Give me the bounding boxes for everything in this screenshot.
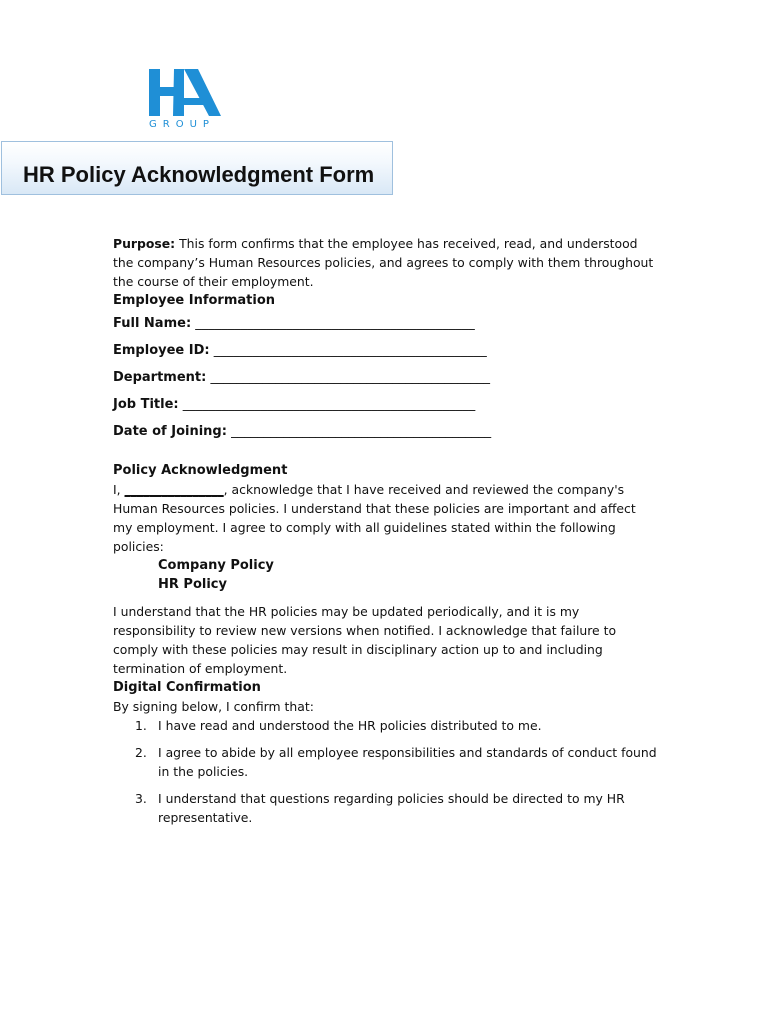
company-logo — [116, 56, 256, 140]
ha-logo-mark — [116, 56, 226, 120]
date-of-joining-field[interactable] — [113, 418, 658, 445]
digital-intro: By signing below, I confirm that: — [113, 699, 314, 714]
purpose-text: This form confirms that the employee has received, read, and understood the company’s Human Resources policies, and agrees to comply with them throughout the course of their employment. — [113, 236, 654, 289]
purpose-paragraph — [113, 234, 658, 291]
list-item-number: 3. — [135, 791, 147, 806]
employee-info-heading: Employee Information — [113, 293, 276, 308]
policy-list — [113, 556, 658, 594]
list-item-text: I understand that questions regarding policies should be directed to my HR representative. — [158, 791, 625, 825]
list-item — [113, 716, 658, 735]
employee-id-blank[interactable]: __________________________________________ — [209, 343, 487, 358]
employee-name-blank[interactable]: ________________ — [124, 482, 224, 497]
form-body — [113, 234, 658, 835]
employee-id-field[interactable] — [113, 337, 658, 364]
logo-subtitle: GROUP — [149, 119, 215, 130]
job-title-field[interactable] — [113, 391, 658, 418]
department-blank[interactable]: ___________________________________________ — [206, 370, 490, 385]
ack-text: , acknowledge that I have received and reviewed the company's Human Resources policies. I understand that these policies are important and affect my employment. I agree to comply with all guidelines stated within the following policies: — [113, 482, 636, 554]
full-name-label: Full Name: — [113, 316, 192, 331]
list-item-text: I agree to abide by all employee responsibilities and standards of conduct found in the policies. — [158, 745, 657, 779]
job-title-label: Job Title: — [113, 397, 179, 412]
policy-item-company: Company Policy — [158, 558, 274, 573]
list-item-number: 2. — [135, 745, 147, 760]
full-name-blank[interactable]: ___________________________________________ — [191, 316, 475, 331]
date-of-joining-blank[interactable]: ________________________________________ — [226, 424, 492, 439]
list-item-number: 1. — [135, 718, 147, 733]
job-title-blank[interactable]: _____________________________________________ — [178, 397, 476, 412]
policy-ack-heading: Policy Acknowledgment — [113, 463, 288, 478]
digital-confirmation-heading: Digital Confirmation — [113, 680, 261, 695]
full-name-field[interactable] — [113, 310, 658, 337]
section-spacer — [113, 445, 658, 461]
ack-prefix: I, — [113, 482, 125, 497]
purpose-label: Purpose: — [113, 236, 176, 251]
title-banner — [1, 141, 393, 195]
employee-id-label: Employee ID: — [113, 343, 210, 358]
list-item-text: I have read and understood the HR policies distributed to me. — [158, 718, 542, 733]
date-of-joining-label: Date of Joining: — [113, 424, 227, 439]
department-field[interactable] — [113, 364, 658, 391]
policy-update-paragraph: I understand that the HR policies may be updated periodically, and it is my responsibility to review new versions when notified. I acknowledge that failure to comply with these policies may result in disciplinary action up to and including termination of employment. — [113, 604, 617, 676]
confirmation-list — [113, 716, 658, 827]
list-item — [113, 789, 658, 827]
department-label: Department: — [113, 370, 207, 385]
policy-item-hr: HR Policy — [158, 577, 227, 592]
list-item — [113, 743, 658, 781]
policy-ack-paragraph — [113, 480, 658, 556]
page-title: HR Policy Acknowledgment Form — [23, 162, 375, 187]
